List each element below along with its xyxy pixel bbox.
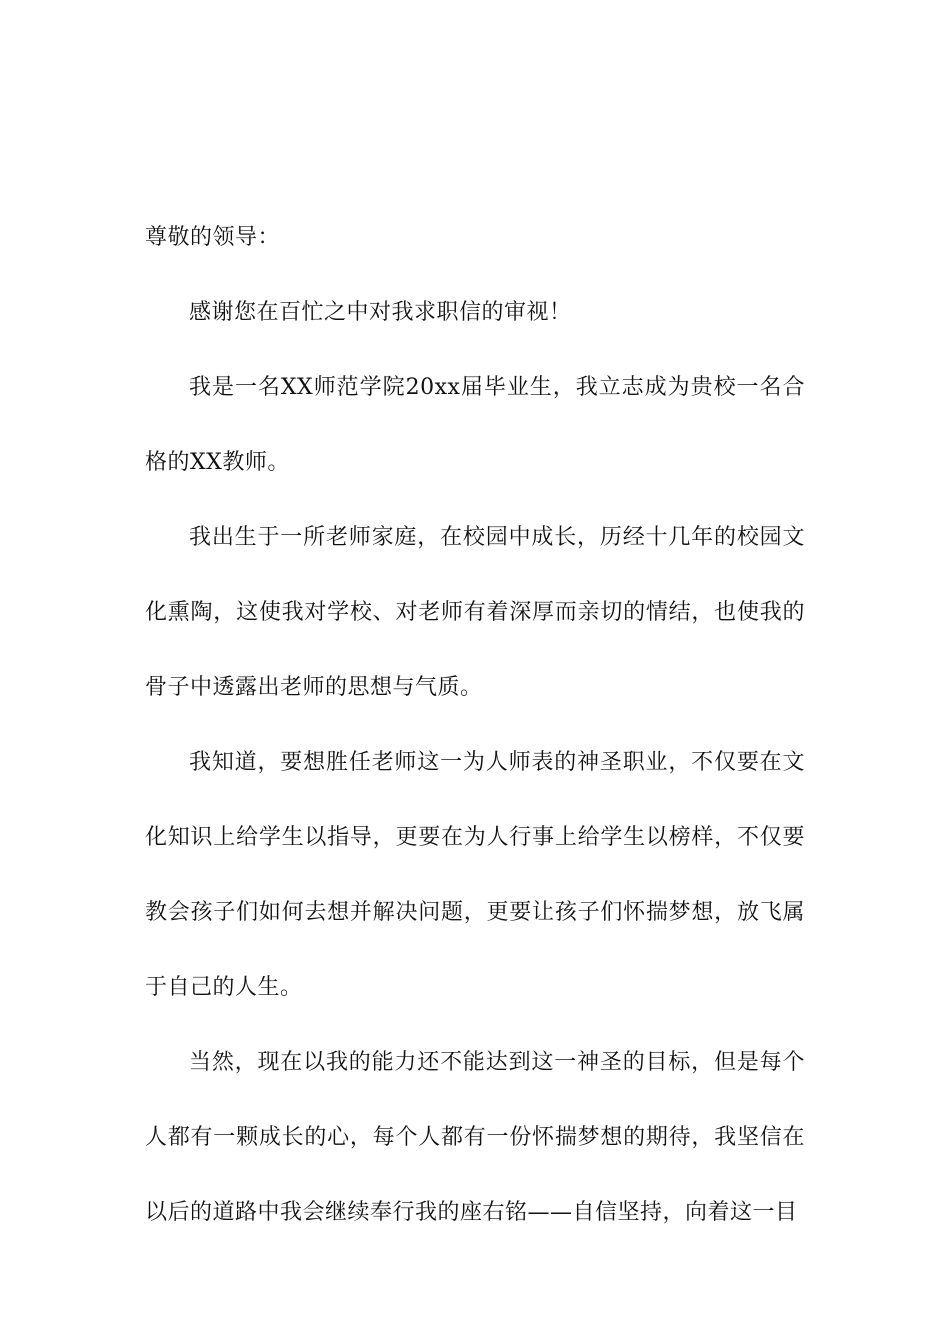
paragraph-background: 我出生于一所老师家庭，在校园中成长，历经十几年的校园文化熏陶，这使我对学校、对老师有着深厚而亲切的情结，也使我的骨子中透露出老师的思想与气质。 [145, 525, 805, 700]
letter-body [145, 200, 805, 1250]
paragraph-introduction: 我是一名XX师范学院20xx届毕业生，我立志成为贵校一名合格的XX教师。 [145, 375, 805, 475]
salutation: 尊敬的领导： [145, 225, 281, 250]
paragraph-aspiration: 我知道，要想胜任老师这一为人师表的神圣职业，不仅要在文化知识上给学生以指导，更要在为人行事上给学生以榜样，不仅要教会孩子们如何去想并解决问题，更要让孩子们怀揣梦想，放飞属于自己的人生。 [145, 750, 805, 1000]
paragraph-motto: 当然，现在以我的能力还不能达到这一神圣的目标，但是每个人都有一颗成长的心，每个人都有一份怀揣梦想的期待，我坚信在以后的道路中我会继续奉行我的座右铭——自信坚持，向着这一目 [145, 1050, 805, 1225]
paragraph-thanks: 感谢您在百忙之中对我求职信的审视！ [189, 300, 572, 325]
